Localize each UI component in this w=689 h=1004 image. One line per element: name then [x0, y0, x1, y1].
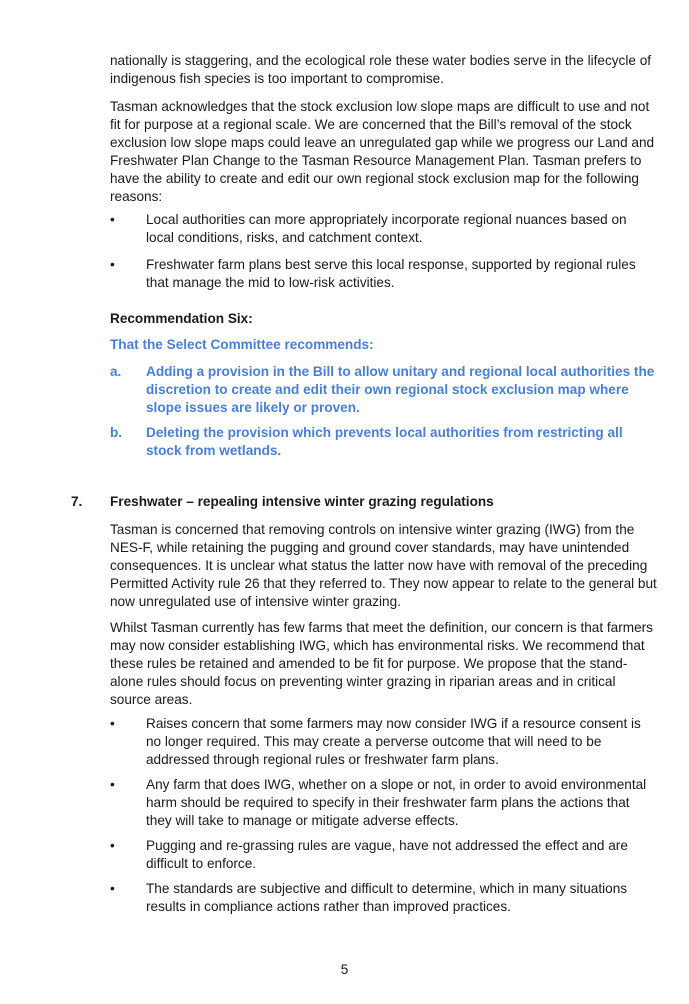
paragraph-2: Tasman acknowledges that the stock exclusion low slope maps are difficult to use and not fit for purpose at a regional scale. We are concerned that the Bill’s removal of the stock exclusion low slope maps could leave an unregulated gap while we progress our Land and Freshwater Plan Change to the Tasman Resource Management Plan. Tasman prefers to have the ability to create and edit our own regional stock exclusion map for the following reasons: [110, 99, 655, 204]
recommendation-intro: That the Select Committee recommends: [110, 337, 374, 352]
recommendation-item-b [110, 424, 658, 460]
paragraph-1: nationally is staggering, and the ecological role these water bodies serve in the lifecycle of indigenous fish species is too important to compromise. [110, 53, 652, 86]
bullet-item [110, 880, 658, 916]
bullet-item [110, 776, 658, 830]
recommendation-marker: b. [110, 425, 123, 440]
page-number: 5 [340, 962, 349, 977]
section-heading: Freshwater – repealing intensive winter grazing regulations [110, 494, 494, 509]
recommendation-text: Deleting the provision which prevents local authorities from restricting all stock from wetlands. [146, 425, 623, 458]
recommendation-marker: a. [110, 364, 122, 379]
bullet-marker: • [110, 777, 115, 792]
recommendation-heading: Recommendation Six: [110, 311, 253, 326]
bullet-item [110, 837, 658, 873]
section-number: 7. [71, 494, 83, 509]
paragraph-3: Tasman is concerned that removing controls on intensive winter grazing (IWG) from the NES-F, while retaining the pugging and ground cover standards, may have unintended consequences. It is unclear what status the latter now have with removal of the preceding Permitted Activity rule 26 that they referred to. They now appear to relate to the general but now unregulated use of intensive winter grazing. [110, 522, 657, 609]
bullet-item [110, 715, 658, 769]
bullet-marker: • [110, 716, 115, 731]
bullet-text: Local authorities can more appropriately incorporate regional nuances based on local conditions, risks, and catchment context. [146, 212, 627, 245]
bullet-marker: • [110, 257, 115, 272]
bullet-text: Pugging and re-grassing rules are vague, have not addressed the effect and are difficult to enforce. [146, 838, 628, 871]
bullet-item [110, 211, 658, 247]
bullet-text: The standards are subjective and difficult to determine, which in many situations results in compliance actions rather than improved practices. [146, 881, 628, 914]
bullet-marker: • [110, 212, 115, 227]
bullet-text: Any farm that does IWG, whether on a slope or not, in order to avoid environmental harm should be required to specify in their freshwater farm plans the actions that they will take to manage or mitigate adverse effects. [146, 777, 647, 828]
paragraph-4: Whilst Tasman currently has few farms that meet the definition, our concern is that farmers may now consider establishing IWG, which has environmental risks. We recommend that these rules be retained and amended to be fit for purpose. We propose that the stand-alone rules should focus on preventing winter grazing in riparian areas and in critical source areas. [110, 620, 653, 707]
bullet-item [110, 256, 658, 292]
recommendation-item-a [110, 363, 658, 417]
bullet-marker: • [110, 838, 115, 853]
bullet-marker: • [110, 881, 115, 896]
recommendation-text: Adding a provision in the Bill to allow unitary and regional local authorities the discretion to create and edit their own regional stock exclusion map where slope issues are likely or proven. [146, 364, 655, 415]
bullet-text: Raises concern that some farmers may now consider IWG if a resource consent is no longer required. This may create a perverse outcome that will need to be addressed through regional rules or freshwater farm plans. [146, 716, 641, 767]
bullet-text: Freshwater farm plans best serve this local response, supported by regional rules that manage the mid to low-risk activities. [146, 257, 636, 290]
